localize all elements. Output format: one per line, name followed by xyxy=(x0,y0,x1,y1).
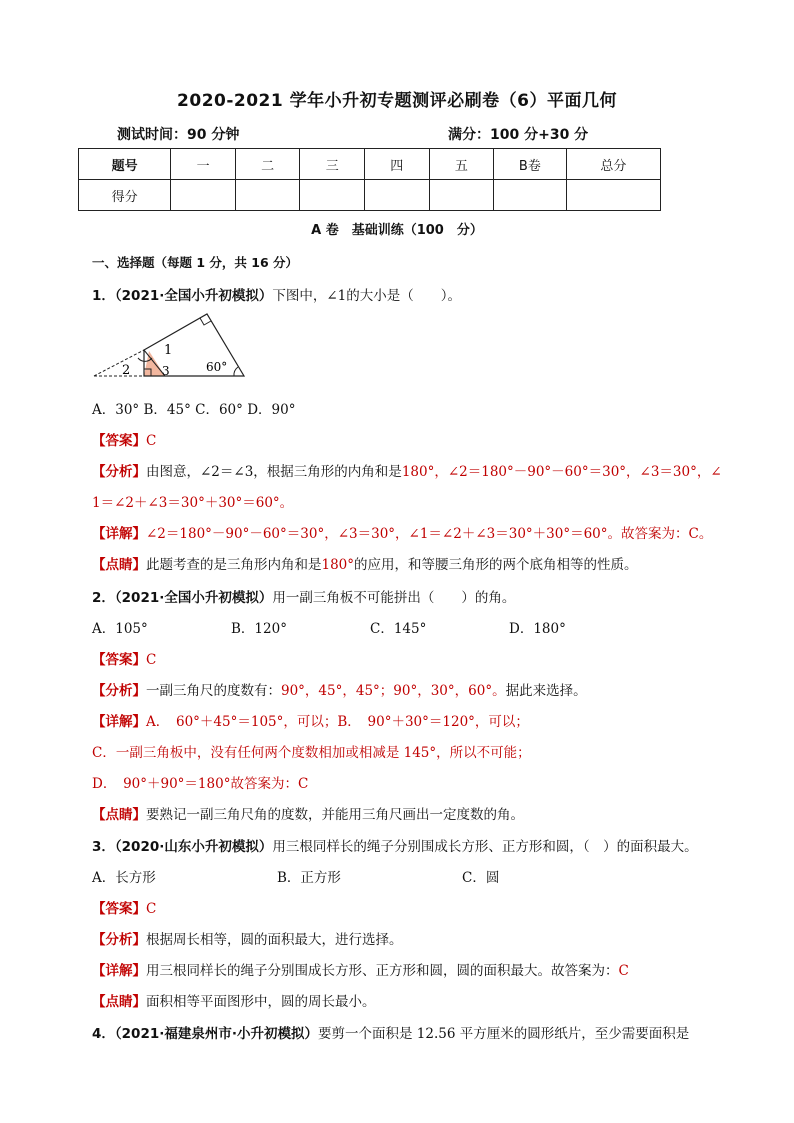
option-b: B．120° xyxy=(231,621,287,637)
q2-options xyxy=(92,617,708,637)
comment-tag: 【点睛】 xyxy=(92,994,146,1010)
q2-detail-line: D． 90°＋90°＝180°故答案为：C xyxy=(92,776,309,792)
q1-comment xyxy=(92,553,708,573)
score-table-cell: 题号 xyxy=(79,149,171,180)
angle-label-1: 1 xyxy=(164,343,173,358)
option-d: D．180° xyxy=(509,621,566,637)
score-table-cell: 四 xyxy=(365,149,430,180)
q3-analysis xyxy=(92,928,708,948)
q1-options xyxy=(92,398,708,418)
score-table-cell: 二 xyxy=(235,149,300,180)
test-time: 测试时间：90 分钟 xyxy=(117,127,240,143)
q1-detail xyxy=(92,522,713,542)
q2-comment xyxy=(92,803,708,823)
option-c: C．145° xyxy=(370,621,427,637)
question-4 xyxy=(92,1022,708,1042)
comment-text: 180° xyxy=(321,557,355,573)
question-number: 2． xyxy=(92,590,115,606)
q1-answer xyxy=(92,429,708,449)
q3-detail xyxy=(92,959,708,979)
full-score: 满分：100 分+30 分 xyxy=(448,127,589,143)
score-blank-cell xyxy=(235,180,300,211)
detail-tag: 【详解】 xyxy=(92,963,146,979)
q1-analysis xyxy=(92,460,722,480)
analysis-text: 一副三角尺的度数有： xyxy=(146,683,281,699)
detail-text: ∠2＝180°－90°－60°＝30°，∠3＝30°，∠1＝∠2＋∠3＝30°＋30°＝60°。故答案为：C。 xyxy=(146,526,713,542)
answer-value: C xyxy=(146,901,157,917)
q1-analysis-cont: 1＝∠2＋∠3＝30°＋30°＝60°。 xyxy=(92,495,294,511)
question-number: 3． xyxy=(92,839,115,855)
score-table-cell: 五 xyxy=(429,149,494,180)
score-table-score-row xyxy=(79,180,661,211)
part-heading: 一、选择题（每题 1 分，共 16 分） xyxy=(92,255,299,270)
question-stem: 下图中，∠1的大小是（ ）。 xyxy=(272,288,462,304)
analysis-tag: 【分析】 xyxy=(92,464,146,480)
question-stem: 用三根同样长的绳子分别围成长方形、正方形和圆，（ ）的面积最大。 xyxy=(272,839,698,855)
angle-label-2: 2 xyxy=(122,363,131,378)
q3-comment xyxy=(92,990,708,1010)
score-blank-cell xyxy=(171,180,236,211)
detail-tag: 【详解】 xyxy=(92,526,146,542)
score-table-cell: 得分 xyxy=(79,180,171,211)
question-source: （2020·山东小升初模拟） xyxy=(114,839,273,855)
document-title: 2020-2021 学年小升初专题测评必刷卷（6）平面几何 xyxy=(177,91,617,111)
option-a: A．长方形 xyxy=(92,870,156,886)
question-number: 4． xyxy=(92,1026,115,1042)
dashed-extension xyxy=(94,350,144,376)
question-source: （2021·全国小升初模拟） xyxy=(114,590,273,606)
answer-value: C xyxy=(146,652,157,668)
option-c: C．圆 xyxy=(462,870,500,886)
detail-text: C xyxy=(618,963,629,979)
score-blank-cell xyxy=(566,180,660,211)
option-c: C．60° xyxy=(195,402,243,418)
score-table-header-row xyxy=(79,149,661,180)
score-table-cell: 三 xyxy=(300,149,365,180)
question-number: 1． xyxy=(92,288,115,304)
answer-value: C xyxy=(146,433,157,449)
score-blank-cell xyxy=(429,180,494,211)
comment-tag: 【点睛】 xyxy=(92,807,146,823)
detail-text: 用三根同样长的绳子分别围成长方形、正方形和圆，圆的面积最大。故答案为： xyxy=(146,963,619,979)
option-b: B．45° xyxy=(143,402,191,418)
option-a: A．105° xyxy=(92,621,148,637)
score-table-cell: 总分 xyxy=(566,149,660,180)
question-1 xyxy=(92,284,708,304)
comment-text: 此题考查的是三角形内角和是 xyxy=(146,557,322,573)
analysis-text: 根据周长相等，圆的面积最大，进行选择。 xyxy=(146,932,403,948)
triangle-figure xyxy=(92,308,252,384)
detail-tag: 【详解】 xyxy=(92,714,146,730)
question-source: （2021·全国小升初模拟） xyxy=(114,288,273,304)
q3-answer xyxy=(92,897,708,917)
question-stem: 要剪一个面积是 12.56 平方厘米的圆形纸片，至少需要面积是 xyxy=(318,1026,690,1042)
analysis-text: 180°，∠2＝180°－90°－60°＝30°，∠3＝30°，∠ xyxy=(401,464,722,480)
analysis-tag: 【分析】 xyxy=(92,932,146,948)
comment-text: 面积相等平面图形中，圆的周长最小。 xyxy=(146,994,376,1010)
angle-label-60: 60° xyxy=(206,360,228,374)
score-table-cell: B卷 xyxy=(494,149,567,180)
option-a: A．30° xyxy=(92,402,140,418)
analysis-text: 由图意，∠2＝∠3，根据三角形的内角和是 xyxy=(146,464,402,480)
score-blank-cell xyxy=(300,180,365,211)
section-title: A 卷 基础训练（100 分） xyxy=(311,223,483,238)
comment-tag: 【点睛】 xyxy=(92,557,146,573)
option-d: D．90° xyxy=(247,402,296,418)
comment-text: 的应用，和等腰三角形的两个底角相等的性质。 xyxy=(354,557,638,573)
angle-arc xyxy=(234,367,238,376)
answer-tag: 【答案】 xyxy=(92,652,146,668)
question-stem: 用一副三角板不可能拼出（ ）的角。 xyxy=(272,590,516,606)
q2-detail xyxy=(92,710,708,730)
angle-label-3: 3 xyxy=(162,364,170,378)
score-blank-cell xyxy=(365,180,430,211)
question-2 xyxy=(92,586,708,606)
analysis-text: 据此来选择。 xyxy=(505,683,587,699)
question-3 xyxy=(92,835,708,855)
q2-analysis xyxy=(92,679,708,699)
q2-answer xyxy=(92,648,708,668)
score-table-cell: 一 xyxy=(171,149,236,180)
analysis-text: 90°，45°，45°；90°，30°，60°。 xyxy=(281,683,506,699)
detail-text: A． 60°＋45°＝105°，可以；B． 90°＋30°＝120°，可以； xyxy=(146,714,529,730)
q2-detail-line: C．一副三角板中，没有任何两个度数相加或相减是 145°，所以不可能； xyxy=(92,745,531,761)
score-blank-cell xyxy=(494,180,567,211)
analysis-tag: 【分析】 xyxy=(92,683,146,699)
option-b: B．正方形 xyxy=(277,870,341,886)
answer-tag: 【答案】 xyxy=(92,433,146,449)
answer-tag: 【答案】 xyxy=(92,901,146,917)
comment-text: 要熟记一副三角尺角的度数，并能用三角尺画出一定度数的角。 xyxy=(146,807,524,823)
q3-options xyxy=(92,866,708,886)
score-table xyxy=(78,148,661,211)
question-source: （2021·福建泉州市·小升初模拟） xyxy=(114,1026,318,1042)
